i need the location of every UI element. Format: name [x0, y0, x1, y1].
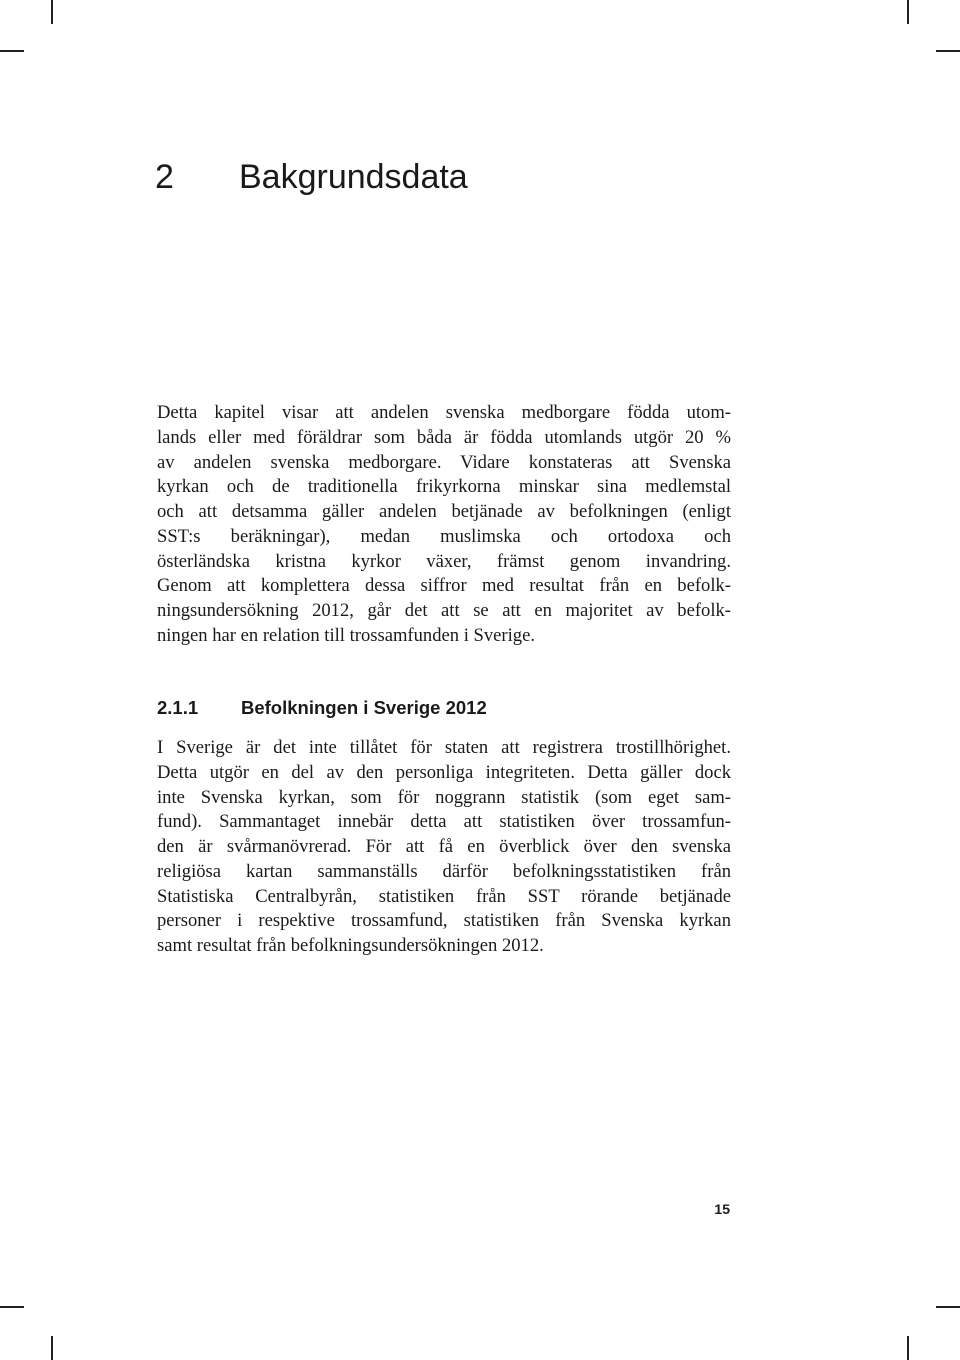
- section-number: 2.1.1: [157, 697, 199, 718]
- text-line: samt resultat från befolkningsundersökningen 2012.: [157, 935, 544, 956]
- section-paragraph: [157, 736, 731, 959]
- text-line: I Sverige är det inte tillåtet för staten att registrera trostillhörighet.: [157, 737, 731, 758]
- crop-mark-top-right-horizontal: [936, 50, 960, 52]
- chapter-title: Bakgrundsdata: [239, 158, 468, 196]
- text-line: Genom att komplettera dessa siffror med resultat från en befolk-: [157, 575, 731, 597]
- crop-mark-top-right: [907, 0, 909, 24]
- text-line: Statistiska Centralbyrån, statistiken från SST rörande betjänade: [157, 885, 731, 907]
- section-heading: [157, 695, 731, 721]
- text-line: Detta kapitel visar att andelen svenska medborgare födda utom-: [157, 402, 731, 423]
- crop-mark-bottom-right: [907, 1336, 909, 1360]
- crop-mark-top-left: [51, 0, 53, 24]
- text-line: österländska kristna kyrkor växer, främst genom invandring.: [157, 550, 731, 572]
- text-line: personer i respektive trossamfund, statistiken från Svenska kyrkan: [157, 910, 731, 932]
- text-line: av andelen svenska medborgare. Vidare konstateras att Svenska: [157, 451, 731, 473]
- text-line: den är svårmanövrerad. För att få en överblick över den svenska: [157, 836, 731, 857]
- text-line: SST:s beräkningar), medan muslimska och ortodoxa och: [157, 525, 731, 547]
- chapter-number: 2: [155, 158, 174, 196]
- intro-paragraph: [157, 401, 731, 649]
- text-line: fund). Sammantaget innebär detta att statistiken över trossamfun-: [157, 811, 731, 833]
- text-line: ningen har en relation till trossamfunden i Sverige.: [157, 624, 535, 646]
- section-title: Befolkningen i Sverige 2012: [241, 697, 487, 718]
- text-line: religiösa kartan sammanställs därför befolkningsstatistiken från: [157, 860, 731, 882]
- page-number: 15: [714, 1201, 730, 1217]
- text-line: ningsundersökning 2012, går det att se att en majoritet av befolk-: [157, 600, 731, 621]
- crop-mark-bottom-left: [51, 1336, 53, 1360]
- chapter-heading: [155, 152, 755, 202]
- crop-mark-bottom-left-horizontal: [0, 1306, 24, 1308]
- text-line: lands eller med föräldrar som båda är födda utomlands utgör 20 %: [157, 426, 731, 448]
- text-line: Detta utgör en del av den personliga integriteten. Detta gäller dock: [157, 761, 731, 783]
- text-line: och att detsamma gäller andelen betjänade av befolkningen (enligt: [157, 501, 731, 522]
- crop-mark-bottom-right-horizontal: [936, 1306, 960, 1308]
- text-line: kyrkan och de traditionella frikyrkorna minskar sina medlemstal: [157, 476, 731, 498]
- crop-mark-top-left-horizontal: [0, 50, 24, 52]
- text-line: inte Svenska kyrkan, som för noggrann statistik (som eget sam-: [157, 786, 731, 808]
